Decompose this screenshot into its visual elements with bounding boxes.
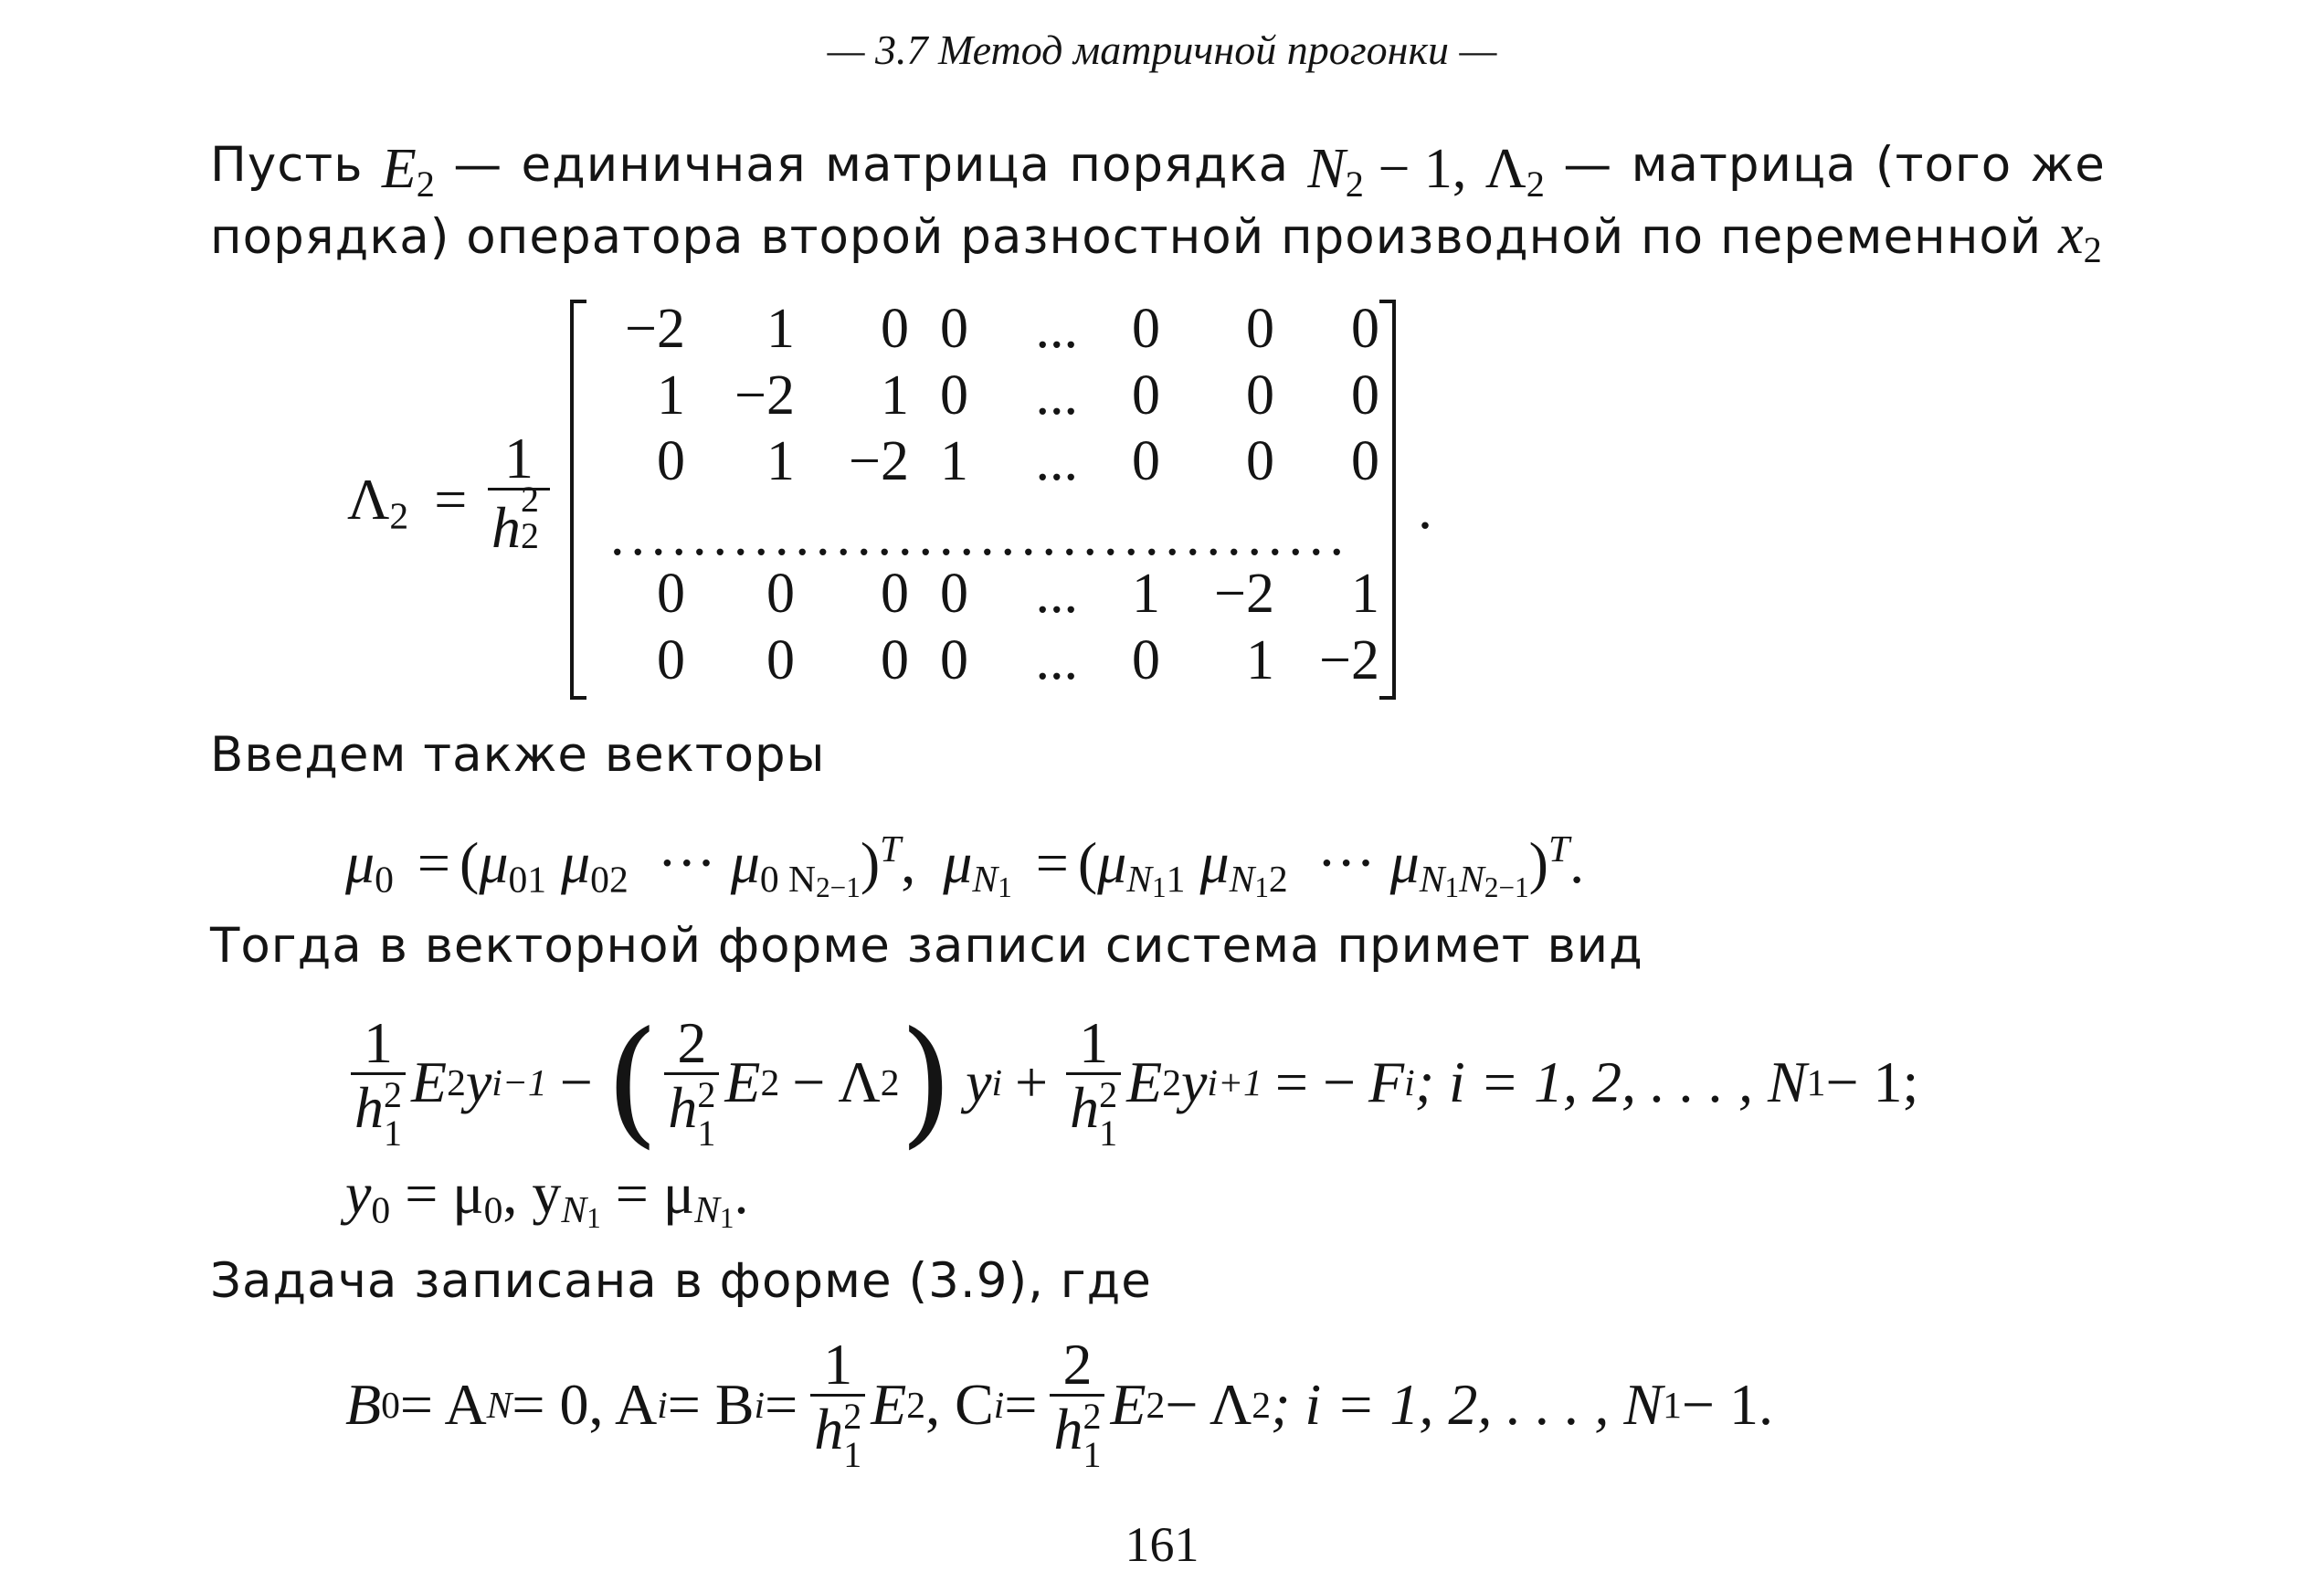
word: Пусть [210, 137, 364, 193]
matrix-cell: 0 [1132, 629, 1160, 691]
matrix-cell: 0 [657, 430, 685, 492]
running-header: — 3.7 Метод матричной прогонки — [827, 26, 1497, 73]
matrix-brackets [566, 300, 1403, 701]
matrix-cell: 0 [657, 629, 685, 691]
matrix-cell: ... [1035, 298, 1078, 360]
matrix-trailing-period: . [1418, 476, 1432, 541]
matrix-cell: 0 [940, 298, 968, 360]
matrix-cell: 1 [881, 364, 909, 427]
matrix-cell: 0 [940, 629, 968, 691]
matrix-cell: 1 [657, 364, 685, 427]
matrix-lhs: $\Lambda_2$ = [347, 467, 468, 537]
word: же [2030, 137, 2106, 193]
matrix-cell: −2 [625, 298, 685, 360]
matrix-cell: 0 [1246, 364, 1274, 427]
matrix-cell: 0 [940, 563, 968, 625]
matrix-cell: ... [1035, 629, 1078, 691]
matrix-cell: 0 [1132, 364, 1160, 427]
matrix-cell: 0 [1132, 430, 1160, 492]
matrix-cell: ... [1035, 364, 1078, 427]
word: единичная [521, 137, 807, 193]
matrix-cell: 1 [1132, 563, 1160, 625]
word: порядка [1069, 137, 1290, 193]
text: порядка) оператора второй разностной производной по переменной [210, 209, 2043, 265]
dash: — [1563, 137, 1613, 193]
math-x2: $x_2$ [2058, 204, 2102, 271]
word: матрица [825, 137, 1051, 193]
matrix-ellipsis-row: .................................... [610, 505, 1350, 567]
matrix-cell: 0 [766, 629, 795, 691]
math-Lambda2: $\Lambda_2$ [1484, 138, 1545, 206]
paragraph-line-1 [210, 137, 2106, 206]
matrix-cell: 0 [657, 563, 685, 625]
matrix-cell: −2 [734, 364, 795, 427]
matrix-cell: 0 [1246, 298, 1274, 360]
page-number: 161 [1125, 1517, 1199, 1572]
matrix-cell: 0 [1351, 298, 1379, 360]
word: матрица [1631, 137, 1857, 193]
matrix-cell: 0 [1351, 430, 1379, 492]
paragraph-form-reference: Задача записана в форме (3.9), где [210, 1253, 1152, 1309]
system-equation: $\frac{1}{h^2_1}$ E 2 y i−1 − ( $\frac{2}{h^2_1}$ E 2 − Λ 2 ) y i + $\frac{1}{h^2_1}$ E 2 y i+1 = − F i ; i = 1, 2, . . . , N 1 − 1; [345, 1003, 1918, 1162]
matrix-cell: 0 [1132, 298, 1160, 360]
matrix-cell: 0 [766, 563, 795, 625]
matrix-cell: −2 [849, 430, 909, 492]
matrix-cell: 0 [881, 298, 909, 360]
right-bracket [1379, 301, 1394, 698]
boundary-conditions: $y_0 = \mu_0$, yN1 = μN1. [345, 1161, 749, 1235]
matrix-cell: 1 [1246, 629, 1274, 691]
paragraph-vectors-intro: Введем также векторы [210, 727, 826, 783]
matrix-cell: 0 [881, 563, 909, 625]
math-N2-minus-1: $N_2 - 1$, [1307, 138, 1467, 206]
word: (того [1875, 137, 2012, 193]
matrix-cell: 1 [766, 430, 795, 492]
paragraph-line-2 [210, 203, 2102, 271]
matrix-cell: −2 [1214, 563, 1274, 625]
coefficients-formula: B 0 = A N = 0, A i = B i = $\frac{1}{h^2_1}$ E 2 , C i = $\frac{2}{h^2_1}$ E 2 − Λ 2 ; i = 1, 2, . . . , N 1 − 1. [345, 1332, 1773, 1475]
matrix-cell: 0 [881, 629, 909, 691]
matrix-cell: ... [1035, 430, 1078, 492]
matrix-cell: 1 [940, 430, 968, 492]
math-E2: $E_2$ [381, 138, 435, 206]
left-bracket [572, 301, 586, 698]
vectors-formula: $\mu_0 = (\mu_{01}$ $\mu_{02}$ ··· $\mu_{0 N2-1})^T$, μN1 = (μN11 μN12 ··· μN1N2−1)$^T$. [345, 828, 1585, 904]
matrix-cell: 0 [1351, 364, 1379, 427]
paragraph-vector-form-intro: Тогда в векторной форме записи система примет вид [210, 918, 1643, 974]
matrix-cell: 1 [766, 298, 795, 360]
matrix-cell: ... [1035, 563, 1078, 625]
matrix-cell: 1 [1351, 563, 1379, 625]
matrix-prefactor: 1 h 2 2 [482, 429, 555, 557]
dash: — [453, 137, 503, 193]
matrix-cell: 0 [1246, 430, 1274, 492]
matrix-cell: −2 [1319, 629, 1379, 691]
matrix-cell: 0 [940, 364, 968, 427]
